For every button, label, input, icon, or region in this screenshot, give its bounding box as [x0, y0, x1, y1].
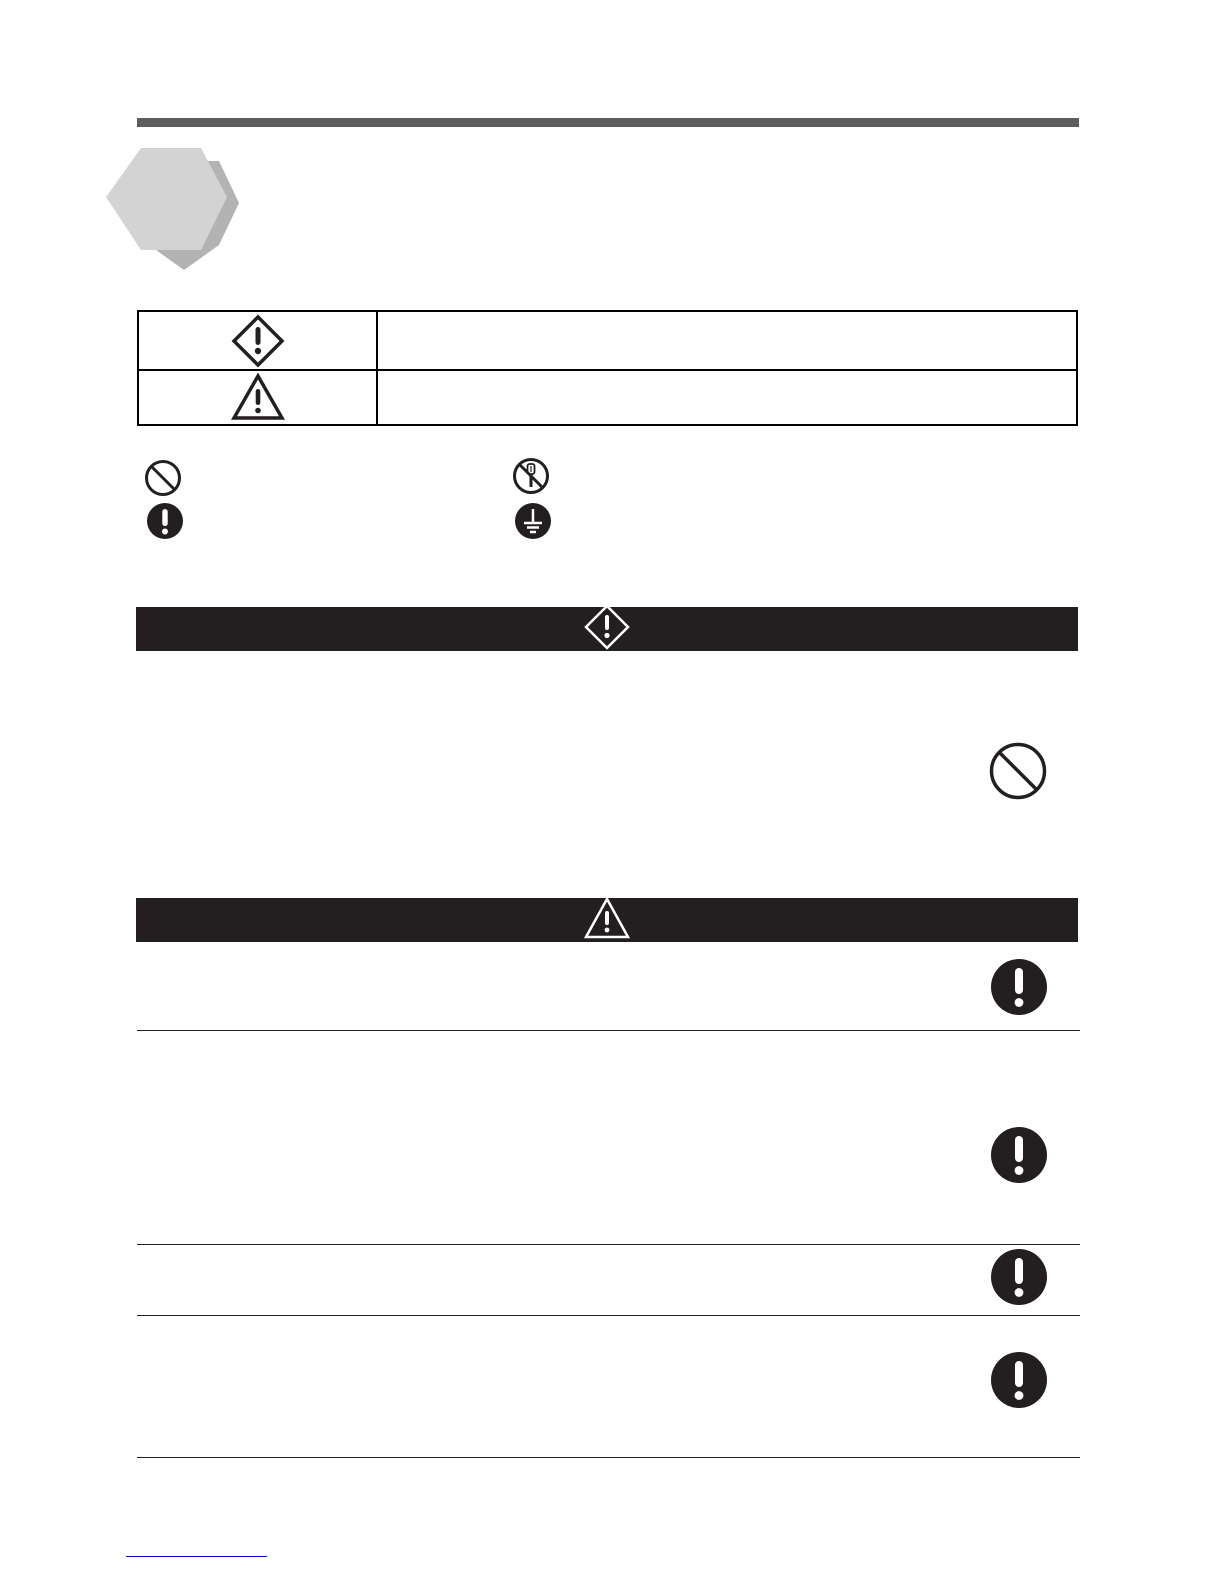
- item-divider: [137, 1315, 1080, 1316]
- hazard-description-warning: [387, 312, 1066, 369]
- hazard-row-warning: [139, 312, 1076, 371]
- caution-triangle-icon: [139, 369, 376, 424]
- item-divider: [137, 1030, 1080, 1031]
- hexagon-emblem: [104, 147, 244, 273]
- hazard-row-caution: [139, 369, 1076, 424]
- prohibited-icon: [989, 742, 1047, 805]
- top-rule: [137, 118, 1079, 127]
- item-divider: [137, 1244, 1080, 1245]
- hazard-description-caution: [387, 369, 1066, 424]
- item-divider: [137, 1457, 1080, 1458]
- caution-triangle-icon: [583, 896, 631, 945]
- ground-connection-icon: [514, 502, 552, 545]
- mandatory-action-icon: [990, 1126, 1048, 1189]
- mandatory-action-icon: [990, 1351, 1048, 1414]
- caution-section-header: [136, 898, 1078, 942]
- hazard-level-table: [137, 310, 1078, 426]
- warning-section-header: [136, 607, 1078, 651]
- warning-diamond-icon: [584, 604, 630, 655]
- footer-link[interactable]: [126, 1556, 267, 1557]
- no-disassembly-icon: [512, 457, 550, 500]
- warning-diamond-icon: [139, 312, 376, 369]
- mandatory-action-icon: [990, 958, 1048, 1021]
- mandatory-action-icon: [990, 1248, 1048, 1311]
- mandatory-action-icon: [146, 502, 184, 545]
- prohibited-icon: [144, 459, 182, 502]
